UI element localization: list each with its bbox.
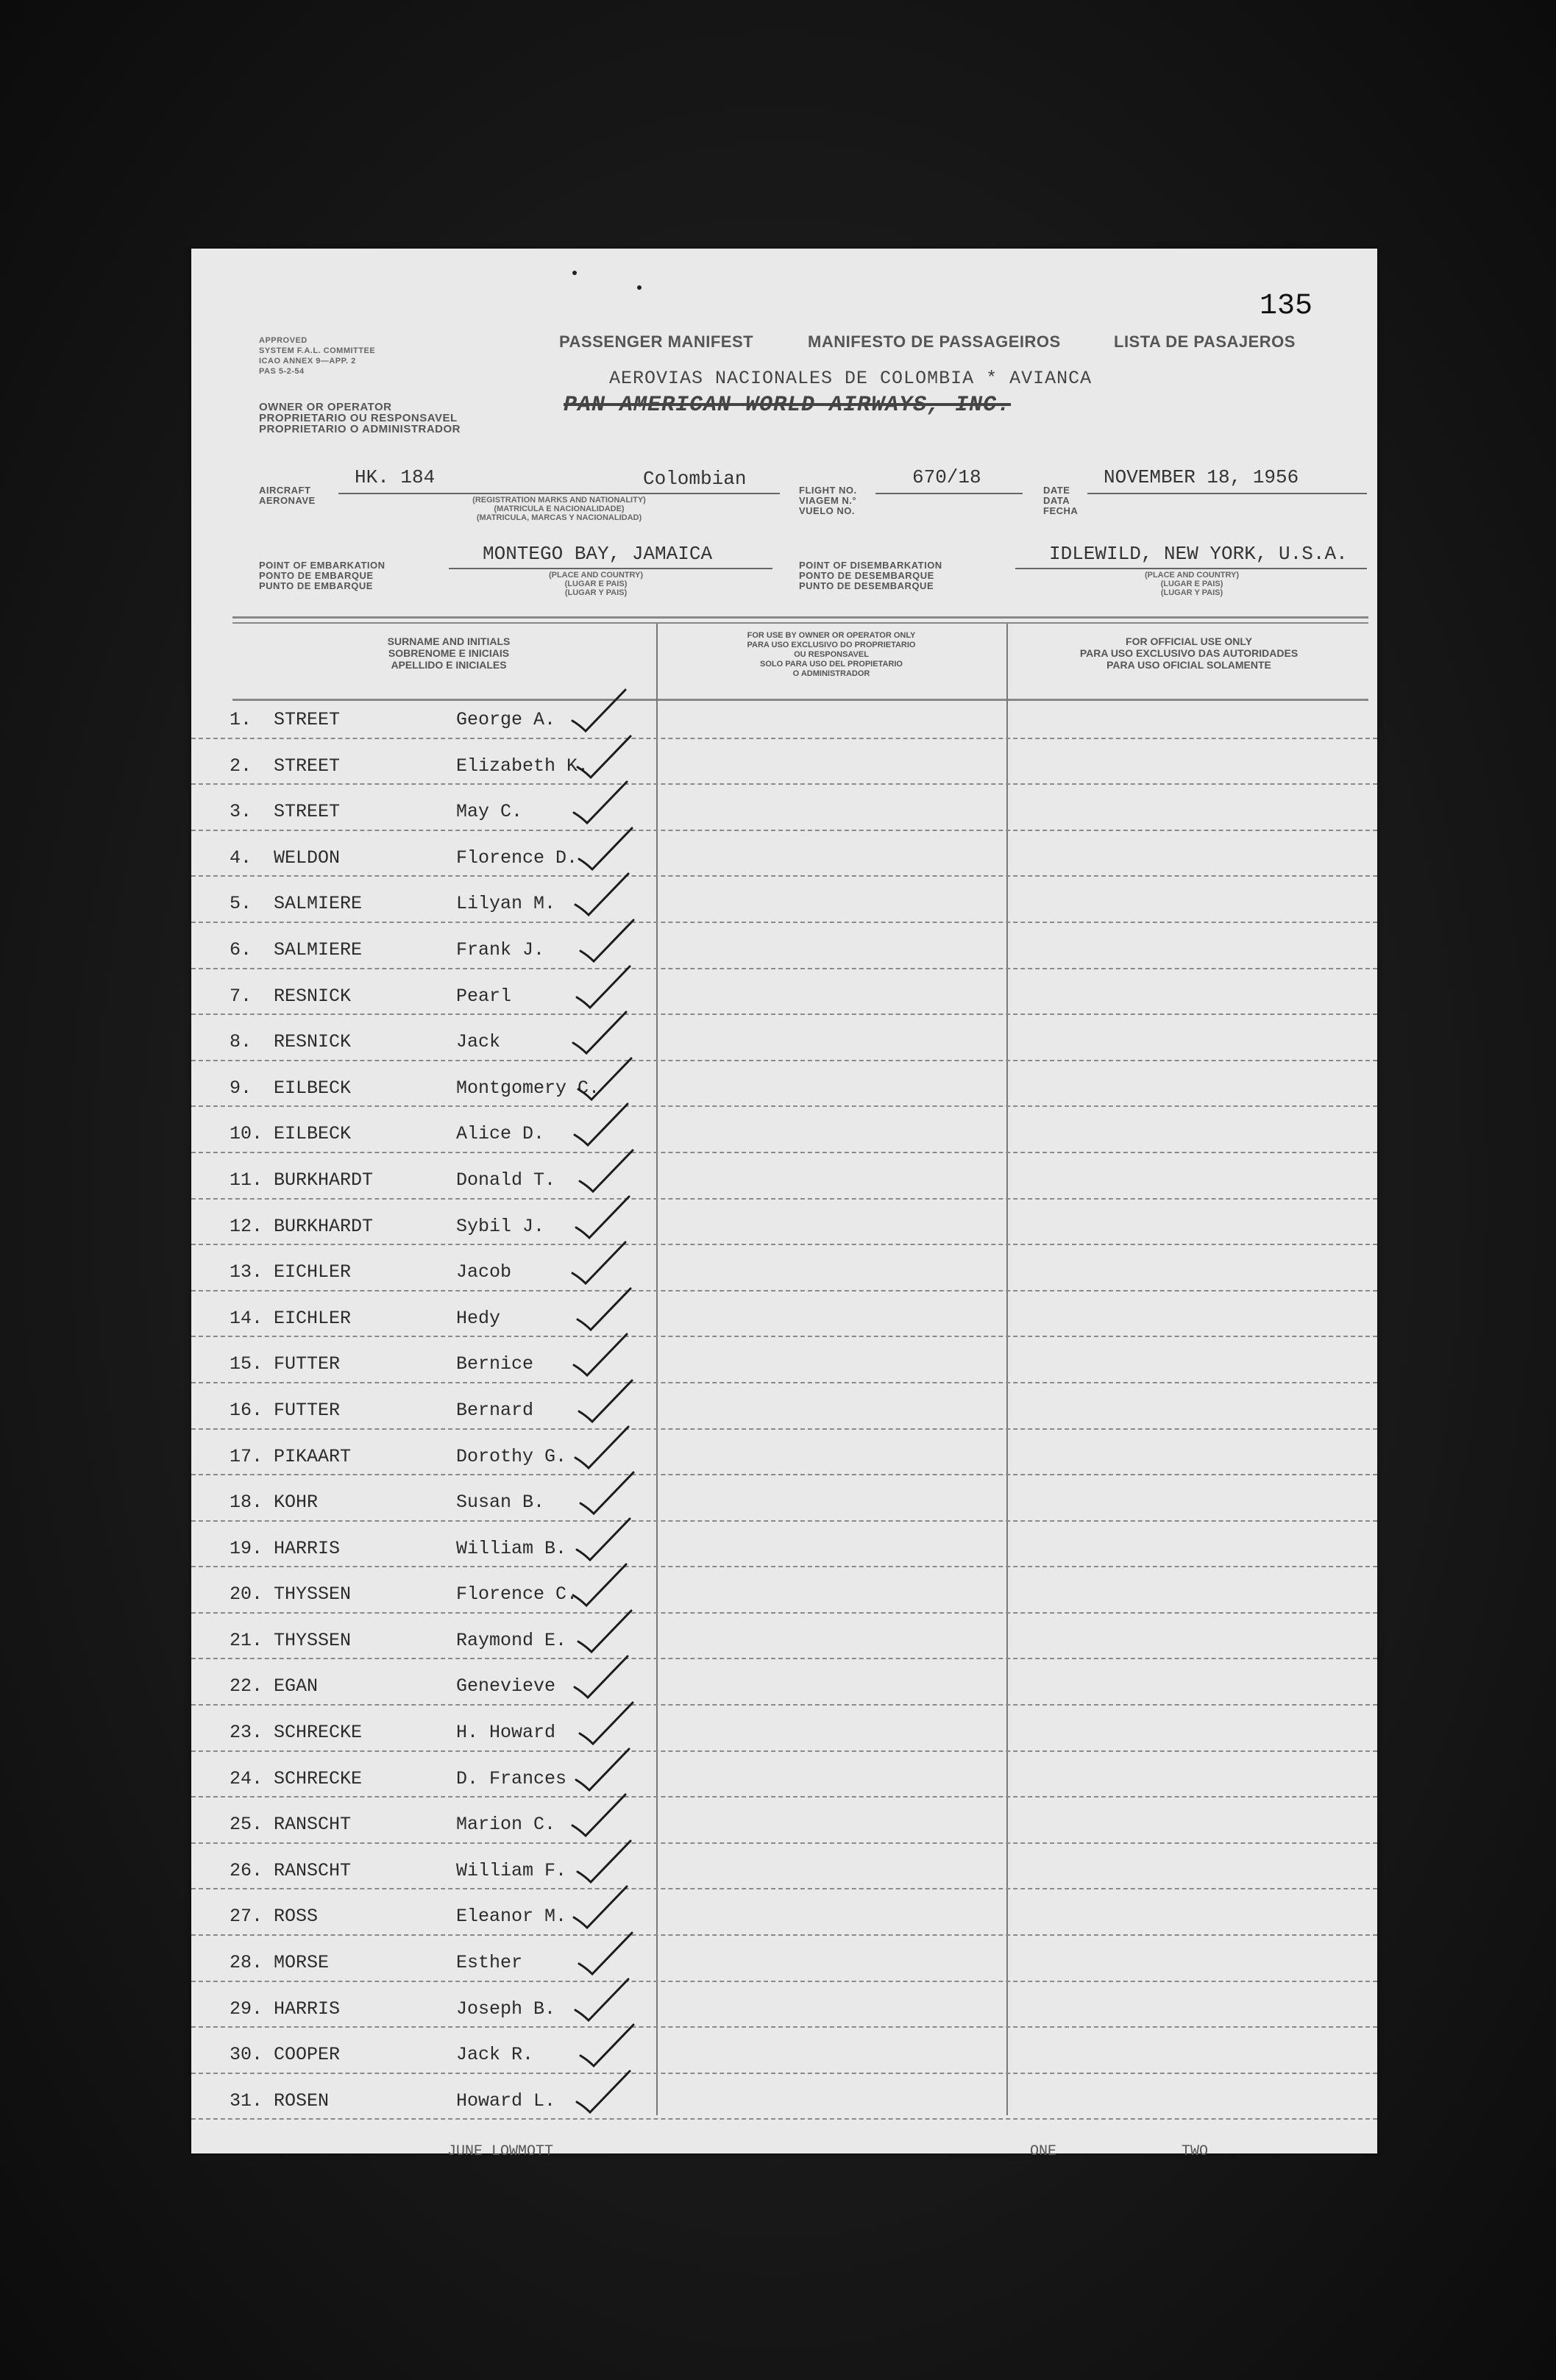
passenger-number: 22. xyxy=(230,1675,263,1697)
passenger-surname: STREET xyxy=(274,709,341,730)
passenger-number: 28. xyxy=(230,1952,263,1974)
passenger-surname: RANSCHT xyxy=(274,1814,352,1836)
table-row xyxy=(191,1936,1377,1982)
passenger-number: 20. xyxy=(230,1583,263,1606)
aircraft-sublabel: (MATRICULA, MARCAS Y NACIONALIDAD) xyxy=(476,513,642,522)
passenger-surname: BURKHARDT xyxy=(274,1215,374,1237)
passenger-number: 24. xyxy=(230,1767,263,1789)
passenger-surname: KOHR xyxy=(274,1492,319,1514)
passenger-surname: RANSCHT xyxy=(274,1859,352,1881)
table-row xyxy=(191,693,1377,739)
disembarkation-place: IDLEWILD, NEW YORK, U.S.A. xyxy=(1049,543,1348,565)
passenger-number: 19. xyxy=(230,1537,263,1559)
passenger-given-name: Lilyan M. xyxy=(456,893,556,915)
title-english: PASSENGER MANIFEST xyxy=(559,332,754,351)
table-row xyxy=(191,1245,1377,1291)
operator-header-line: O ADMINISTRADOR xyxy=(792,669,870,678)
passenger-surname: SALMIERE xyxy=(274,938,363,961)
passenger-surname: RESNICK xyxy=(274,985,352,1007)
passenger-given-name: Howard L. xyxy=(456,2089,556,2112)
passenger-number: 3. xyxy=(230,801,252,823)
passenger-given-name: Florence C. xyxy=(456,1583,578,1606)
passenger-given-name: Genevieve xyxy=(456,1675,556,1697)
table-row xyxy=(191,969,1377,1016)
passenger-given-name: Hedy xyxy=(456,1307,501,1329)
approval-block xyxy=(259,335,450,377)
passenger-given-name: Marion C. xyxy=(456,1814,556,1836)
aircraft-sublabels xyxy=(412,496,706,522)
ink-dot xyxy=(637,285,642,290)
table-row xyxy=(191,1200,1377,1246)
passenger-given-name: Montgomery C. xyxy=(456,1077,600,1099)
passenger-surname: ROSEN xyxy=(274,2089,330,2112)
embarkation-label-es: PUNTO DE EMBARQUE xyxy=(259,580,373,591)
operator-column-header xyxy=(662,631,1001,679)
table-row xyxy=(191,1567,1377,1614)
official-header-line: PARA USO OFICIAL SOLAMENTE xyxy=(1106,659,1271,671)
page-number: 135 xyxy=(1259,290,1312,323)
passenger-surname: STREET xyxy=(274,755,341,777)
disembarkation-underline xyxy=(1015,568,1367,569)
passenger-surname: MORSE xyxy=(274,1952,330,1974)
passenger-given-name: May C. xyxy=(456,801,523,823)
disembarkation-sublabel: (LUGAR E PAIS) xyxy=(1160,580,1223,588)
passenger-number: 26. xyxy=(230,1859,263,1881)
passenger-number: 6. xyxy=(230,938,252,961)
passenger-surname: COOPER xyxy=(274,2044,341,2066)
official-header-line: PARA USO EXCLUSIVO DAS AUTORIDADES xyxy=(1079,647,1299,659)
passenger-given-name: Eleanor M. xyxy=(456,1906,567,1928)
passenger-given-name: Jack R. xyxy=(456,2044,534,2066)
approval-line: APPROVED xyxy=(259,336,308,345)
date-label-pt: DATA xyxy=(1043,495,1070,506)
passenger-given-name: Dorothy G. xyxy=(456,1445,567,1467)
table-row xyxy=(191,1337,1377,1383)
table-row xyxy=(191,785,1377,831)
passenger-number: 16. xyxy=(230,1399,263,1421)
passenger-surname: RESNICK xyxy=(274,1031,352,1053)
airline-name: AEROVIAS NACIONALES DE COLOMBIA * AVIANCA xyxy=(609,368,1093,389)
approval-line: ICAO ANNEX 9—APP. 2 xyxy=(259,357,356,366)
passenger-number: 5. xyxy=(230,893,252,915)
owner-label: PROPRIETARIO O ADMINISTRADOR xyxy=(259,423,461,435)
passenger-surname: THYSSEN xyxy=(274,1583,352,1606)
official-header-line: FOR OFFICIAL USE ONLY xyxy=(1126,635,1252,647)
passenger-given-name: Esther xyxy=(456,1952,523,1974)
table-row xyxy=(191,1475,1377,1522)
table-row xyxy=(191,831,1377,877)
table-row xyxy=(191,1291,1377,1338)
passenger-surname: SCHRECKE xyxy=(274,1767,363,1789)
embarkation-sublabels xyxy=(493,571,699,597)
table-row xyxy=(191,1430,1377,1476)
passenger-number: 21. xyxy=(230,1629,263,1651)
passenger-surname: FUTTER xyxy=(274,1399,341,1421)
passenger-given-name: H. Howard xyxy=(456,1722,556,1744)
table-row xyxy=(191,2028,1377,2074)
passenger-manifest-page xyxy=(191,249,1377,2160)
approval-line: PAS 5-2-54 xyxy=(259,367,305,376)
owner-label: PROPRIETARIO OU RESPONSAVEL xyxy=(259,412,458,424)
table-row xyxy=(191,1752,1377,1798)
passenger-number: 30. xyxy=(230,2044,263,2066)
flight-label-es: VUELO NO. xyxy=(799,505,856,516)
aircraft-label-en: AIRCRAFT xyxy=(259,485,311,496)
passenger-given-name: Jack xyxy=(456,1031,501,1053)
owner-labels xyxy=(259,402,494,435)
embarkation-sublabel: (PLACE AND COUNTRY) xyxy=(548,571,644,580)
embarkation-label xyxy=(259,560,386,591)
passenger-surname: ROSS xyxy=(274,1906,319,1928)
passenger-surname: HARRIS xyxy=(274,1537,341,1559)
passenger-number: 25. xyxy=(230,1814,263,1836)
aircraft-sublabel: (REGISTRATION MARKS AND NATIONALITY) xyxy=(472,496,646,505)
operator-header-line: OU RESPONSAVEL xyxy=(794,650,869,659)
checkmark-icon xyxy=(566,2064,647,2123)
disembarkation-label-pt: PONTO DE DESEMBARQUE xyxy=(799,570,934,581)
aircraft-sublabel: (MATRICULA E NACIONALIDADE) xyxy=(494,505,625,513)
flight-label-en: FLIGHT NO. xyxy=(799,485,857,496)
flight-label xyxy=(799,485,857,516)
table-row xyxy=(191,1659,1377,1706)
passenger-given-name: Frank J. xyxy=(456,938,545,961)
embarkation-sublabel: (LUGAR E PAIS) xyxy=(564,580,628,588)
passenger-given-name: D. Frances xyxy=(456,1767,567,1789)
embarkation-label-en: POINT OF EMBARKATION xyxy=(259,560,386,571)
passenger-surname: WELDON xyxy=(274,847,341,869)
passenger-surname: PIKAART xyxy=(274,1445,352,1467)
aircraft-nationality: Colombian xyxy=(643,468,747,490)
passenger-given-name: Alice D. xyxy=(456,1123,545,1145)
passenger-number: 15. xyxy=(230,1353,263,1375)
passenger-number: 31. xyxy=(230,2089,263,2112)
passenger-number: 23. xyxy=(230,1722,263,1744)
passenger-given-name: William F. xyxy=(456,1859,567,1881)
passenger-number: 12. xyxy=(230,1215,263,1237)
date-underline xyxy=(1087,493,1367,494)
passenger-surname: SALMIERE xyxy=(274,893,363,915)
passenger-given-name: Donald T. xyxy=(456,1169,556,1191)
table-row xyxy=(191,1061,1377,1108)
embarkation-sublabel: (LUGAR Y PAIS) xyxy=(564,588,628,597)
approval-line: SYSTEM F.A.L. COMMITTEE xyxy=(259,346,376,355)
table-row xyxy=(191,1889,1377,1936)
embarkation-place: MONTEGO BAY, JAMAICA xyxy=(483,543,713,565)
table-row xyxy=(191,1614,1377,1660)
embarkation-underline xyxy=(449,568,772,569)
table-row xyxy=(191,1706,1377,1752)
passenger-surname: EILBECK xyxy=(274,1123,352,1145)
table-top-rule-2 xyxy=(232,622,1368,624)
aircraft-label-es: AERONAVE xyxy=(259,495,316,506)
passenger-given-name: Bernard xyxy=(456,1399,534,1421)
passenger-given-name: George A. xyxy=(456,709,556,730)
passenger-surname: HARRIS xyxy=(274,1998,341,2020)
passenger-number: 8. xyxy=(230,1031,252,1053)
passenger-number: 11. xyxy=(230,1169,263,1191)
disembarkation-sublabels xyxy=(1074,571,1310,597)
passenger-surname: SCHRECKE xyxy=(274,1722,363,1744)
table-top-rule xyxy=(232,616,1368,619)
table-row xyxy=(191,1107,1377,1153)
passenger-surname: EICHLER xyxy=(274,1307,352,1329)
passenger-surname: FUTTER xyxy=(274,1353,341,1375)
disembarkation-label-en: POINT OF DISEMBARKATION xyxy=(799,560,942,571)
title-spanish: LISTA DE PASAJEROS xyxy=(1114,332,1296,351)
passenger-number: 10. xyxy=(230,1123,263,1145)
table-row xyxy=(191,1153,1377,1200)
operator-header-line: FOR USE BY OWNER OR OPERATOR ONLY xyxy=(747,631,916,640)
passenger-given-name: Sybil J. xyxy=(456,1215,545,1237)
passenger-number: 18. xyxy=(230,1492,263,1514)
flight-label-pt: VIAGEM N.° xyxy=(799,495,857,506)
passenger-number: 4. xyxy=(230,847,252,869)
passenger-given-name: Elizabeth K. xyxy=(456,755,589,777)
operator-header-line: SOLO PARA USO DEL PROPIETARIO xyxy=(760,660,903,669)
surname-header-line: SOBRENOME E INICIAIS xyxy=(388,647,510,659)
date-label xyxy=(1043,485,1078,516)
passenger-number: 17. xyxy=(230,1445,263,1467)
flight-date: NOVEMBER 18, 1956 xyxy=(1104,466,1299,488)
aircraft-label xyxy=(259,485,316,506)
passenger-given-name: Susan B. xyxy=(456,1492,545,1514)
passenger-given-name: Pearl xyxy=(456,985,512,1007)
embarkation-label-pt: PONTO DE EMBARQUE xyxy=(259,570,374,581)
passenger-number: 27. xyxy=(230,1906,263,1928)
passenger-given-name: William B. xyxy=(456,1537,567,1559)
passenger-surname: THYSSEN xyxy=(274,1629,352,1651)
flight-number: 670/18 xyxy=(912,466,981,488)
passenger-surname: STREET xyxy=(274,801,341,823)
struck-airline-name: PAN AMERICAN WORLD AIRWAYS, INC. xyxy=(564,393,1012,418)
table-row xyxy=(191,1982,1377,2028)
table-row xyxy=(191,1798,1377,1844)
passenger-number: 14. xyxy=(230,1307,263,1329)
date-label-en: DATE xyxy=(1043,485,1070,496)
passenger-number: 1. xyxy=(230,709,252,730)
passenger-given-name: Florence D. xyxy=(456,847,578,869)
passenger-given-name: Raymond E. xyxy=(456,1629,567,1651)
passenger-list xyxy=(191,693,1377,2120)
aircraft-registration: HK. 184 xyxy=(355,466,436,488)
passenger-number: 2. xyxy=(230,755,252,777)
operator-header-line: PARA USO EXCLUSIVO DO PROPRIETARIO xyxy=(747,641,916,649)
surname-column-header xyxy=(250,635,647,671)
aircraft-underline xyxy=(338,493,780,494)
disembarkation-label-es: PUNTO DE DESEMBARQUE xyxy=(799,580,934,591)
disembarkation-sublabel: (PLACE AND COUNTRY) xyxy=(1144,571,1240,580)
title-portuguese: MANIFESTO DE PASSAGEIROS xyxy=(808,332,1061,351)
disembarkation-label xyxy=(799,560,942,591)
passenger-number: 9. xyxy=(230,1077,252,1099)
table-row xyxy=(191,1844,1377,1890)
passenger-given-name: Joseph B. xyxy=(456,1998,556,2020)
passenger-surname: EGAN xyxy=(274,1675,319,1697)
passenger-number: 7. xyxy=(230,985,252,1007)
passenger-number: 13. xyxy=(230,1261,263,1283)
passenger-given-name: Bernice xyxy=(456,1353,534,1375)
official-column-header xyxy=(1012,635,1365,671)
flight-underline xyxy=(875,493,1023,494)
surname-header-line: APELLIDO E INICIALES xyxy=(391,659,507,671)
table-row xyxy=(191,739,1377,785)
passenger-surname: EILBECK xyxy=(274,1077,352,1099)
footer-page-total: TWO xyxy=(1182,2143,1209,2160)
passenger-given-name: Jacob xyxy=(456,1261,512,1283)
passenger-surname: EICHLER xyxy=(274,1261,352,1283)
table-row xyxy=(191,2074,1377,2120)
table-row xyxy=(191,1522,1377,1568)
passenger-number: 29. xyxy=(230,1998,263,2020)
passenger-surname: BURKHARDT xyxy=(274,1169,374,1191)
surname-header-line: SURNAME AND INITIALS xyxy=(387,635,511,647)
footer-signature: JUNE LOWMOTT xyxy=(447,2143,554,2160)
table-row xyxy=(191,1383,1377,1430)
table-row xyxy=(191,1015,1377,1061)
footer-page-of: ONE xyxy=(1030,2143,1057,2160)
table-row xyxy=(191,877,1377,923)
ink-dot xyxy=(572,271,577,275)
owner-label: OWNER OR OPERATOR xyxy=(259,401,392,413)
table-row xyxy=(191,923,1377,969)
date-label-es: FECHA xyxy=(1043,505,1079,516)
disembarkation-sublabel: (LUGAR Y PAIS) xyxy=(1160,588,1223,597)
